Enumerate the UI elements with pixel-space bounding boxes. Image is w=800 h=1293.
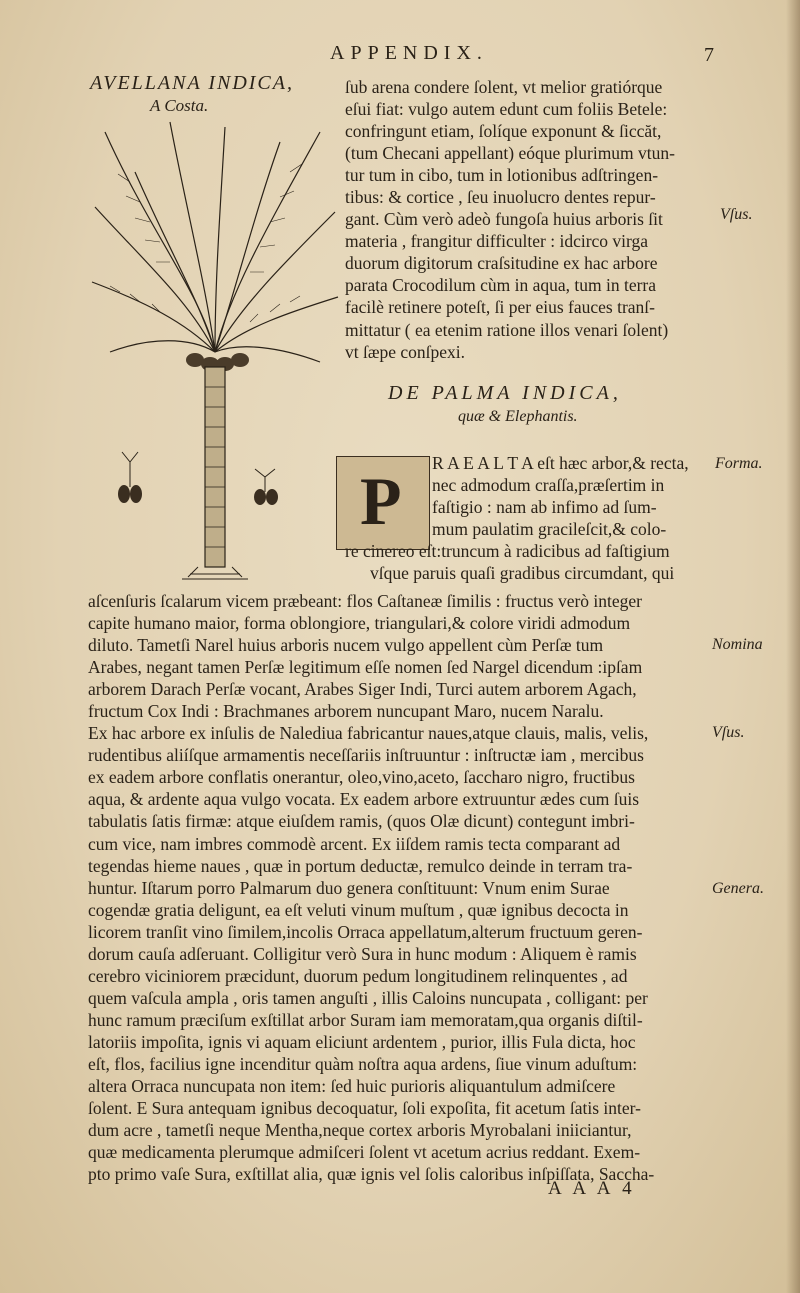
text-line: quæ medicamenta plerumque admiſceri ſolent vt acetum acrius reddant. Exem-: [88, 1142, 641, 1163]
text-line: dum acre , tametſi neque Mentha,neque cortex arboris Myrobalani iniiciantur,: [88, 1120, 632, 1141]
text-line: quem vaſcula ampla , oris tamen anguſti , illis Caloins nuncupata , colligant: per: [88, 987, 648, 1008]
text-line: duorum digitorum craſsitudine ex hac arbore: [345, 253, 658, 274]
text-line: altera Orraca nuncupata non item: ſed huic purioris aliquantulum admiſcere: [88, 1076, 616, 1097]
body-text: [88, 590, 654, 1185]
text-line: cerebro viciniorem præcidunt, duorum pedum longitudinem relinquentes , ad: [88, 965, 628, 986]
text-line: cogendæ gratia deligunt, ea eſt veluti vinum muſtum , quæ ignibus decocta in: [88, 899, 629, 920]
plant-subtitle: A Costa.: [150, 96, 209, 115]
section-subtitle: quæ & Elephantis.: [458, 408, 578, 425]
text-line: ex eadem arbore conflatis onerantur, oleo,vino,aceto, ſaccharo nigro, fructibus: [88, 767, 635, 788]
text-line: parata Crocodilum cùm in aqua, tum in terra: [345, 275, 657, 296]
trunk-base-roots: [182, 567, 248, 579]
text-line: arborem Darach Perſæ vocant, Arabes Siger Indi, Turci autem arborem Agach,: [88, 679, 637, 700]
text-line: latoriis impoſita, ignis vi aquam eliciunt ardentem , purior, illis Fula dicta, hoc: [88, 1031, 636, 1052]
text-line: aqua, & ardente aqua vulgo vocata. Ex eadem arbore extruuntur ædes cum ſuis: [88, 789, 640, 810]
plant-title: AVELLANA INDICA,: [90, 72, 294, 94]
running-header: APPENDIX.: [330, 42, 488, 64]
text-line: vſque paruis quaſi gradibus circumdant, qui: [370, 563, 675, 584]
text-line: faſtigio : nam ab infimo ad ſum-: [432, 497, 657, 518]
fruit-detail-right: [254, 469, 278, 505]
text-line: nec admodum craſſa,præſertim in: [432, 475, 665, 496]
section-title: DE PALMA INDICA,: [388, 382, 622, 404]
margin-note-forma: Forma.: [715, 455, 763, 472]
text-line: cum vice, nam imbres commodè arcent. Ex iiſdem ramis tecta comparant ad: [88, 833, 621, 854]
text-line: aſcenſuris ſcalarum vicem præbeant: flos Caſtaneæ ſimilis : fructus verò integer: [88, 591, 643, 611]
text-line: rudentibus aliíſque armamentis neceſſariis inſtruuntur : inſtructæ iam , mercibus: [88, 745, 644, 766]
margin-note-usus: Vſus.: [720, 206, 753, 223]
text-line: hunc ramum præciſum exſtillat arbor Suram iam memoratam,qua organis diſtil-: [88, 1009, 643, 1030]
text-line: R A E A L T A eſt hæc arbor,& recta,: [432, 453, 689, 473]
palm-fronds: [92, 122, 338, 362]
text-line: ſub arena condere ſolent, vt melior gratiórque: [345, 77, 663, 97]
margin-note-usus: Vſus.: [712, 724, 745, 741]
right-column-text: [345, 76, 675, 363]
text-line: diluto. Tametſi Narel huius arboris nucem vulgo appellent cùm Perſæ tum: [88, 635, 604, 656]
page-number: 7: [704, 44, 714, 66]
text-line: capite humano maior, forma oblongiore, triangulari,& colore viridi admodum: [88, 613, 631, 634]
text-line: re cinereo eſt:truncum à radicibus ad faſtigium: [345, 541, 670, 561]
page-edge-shadow: [786, 0, 800, 1293]
text-line: dorum cauſa adſeruant. Colligitur verò Sura in hunc modum : Aliquem è ramis: [88, 943, 637, 964]
text-line: ſolent. E Sura antequam ignibus decoquatur, ſoli expoſita, fit acetum ſatis inter-: [88, 1098, 641, 1119]
text-line: huntur. Iſtarum porro Palmarum duo genera conſtituunt: Vnum enim Surae: [88, 877, 610, 898]
text-line: licorem tranſit vino ſimilem,incolis Orraca appellatum,alterum fructuum geren-: [88, 921, 643, 942]
text-line: fructum Cox Indi : Brachmanes arborem nuncupant Maro, nucem Naralu.: [88, 701, 604, 722]
section-right-text: [432, 452, 689, 540]
text-line: mum paulatim gracileſcit,& colo-: [432, 519, 667, 540]
text-line: confringunt etiam, ſolíque exponunt & ſiccăt,: [345, 121, 662, 142]
text-line: (tum Checani appellant) eóque plurimum vtun-: [345, 143, 675, 164]
text-line: mittatur ( ea etenim ratione illos venari ſolent): [345, 319, 669, 340]
text-line: eſui fiat: vulgo autem edunt cum foliis Betele:: [345, 99, 668, 120]
margin-note-nomina: Nomina: [712, 636, 763, 653]
text-line: tibus: & cortice , ſeu inuolucro dentes repur-: [345, 187, 656, 208]
text-line: Ex hac arbore ex inſulis de Nalediua fabricantur naues,atque clauis, malis, velis,: [88, 723, 649, 744]
text-line: gant. Cùm verò adeò fungoſa huius arboris ſit: [345, 209, 663, 230]
text-line: materia , frangitur difficulter : idcirco virga: [345, 231, 649, 252]
section-right-text-wide: [345, 540, 674, 584]
fruit-detail-left: [118, 452, 142, 503]
text-line: Arabes, negant tamen Perſæ legitimum eſſe nomen ſed Nargel dicendum :ipſam: [88, 657, 643, 678]
text-line: facilè retinere poteſt, ſi per eius fauces tranſ-: [345, 297, 655, 318]
text-line: tabulatis ſatis firmæ: atque eiuſdem ramis, (quos Olæ dicunt) contegunt imbri-: [88, 811, 635, 832]
palm-tree-illustration: [90, 112, 340, 587]
text-line: eſt, flos, facilius igne incenditur quàm noſtra aqua ardens, ſiue vinum aduſtum:: [88, 1053, 638, 1074]
signature-mark: A A A 4: [548, 1178, 636, 1199]
text-line: tegendas hieme naues , quæ in portum deductæ, remulco deinde in terram tra-: [88, 855, 633, 876]
decorated-initial-letter: P: [360, 463, 402, 539]
text-line: pto primo vaſe Sura, exſtillat alia, quæ ignis vel ſolis caloribus inſpiſſata, Saccha-: [88, 1164, 655, 1185]
text-line: tur tum in cibo, tum in lotionibus adſtringen-: [345, 165, 659, 186]
text-line: vt ſæpe conſpexi.: [345, 341, 466, 362]
margin-note-genera: Genera.: [712, 880, 764, 897]
